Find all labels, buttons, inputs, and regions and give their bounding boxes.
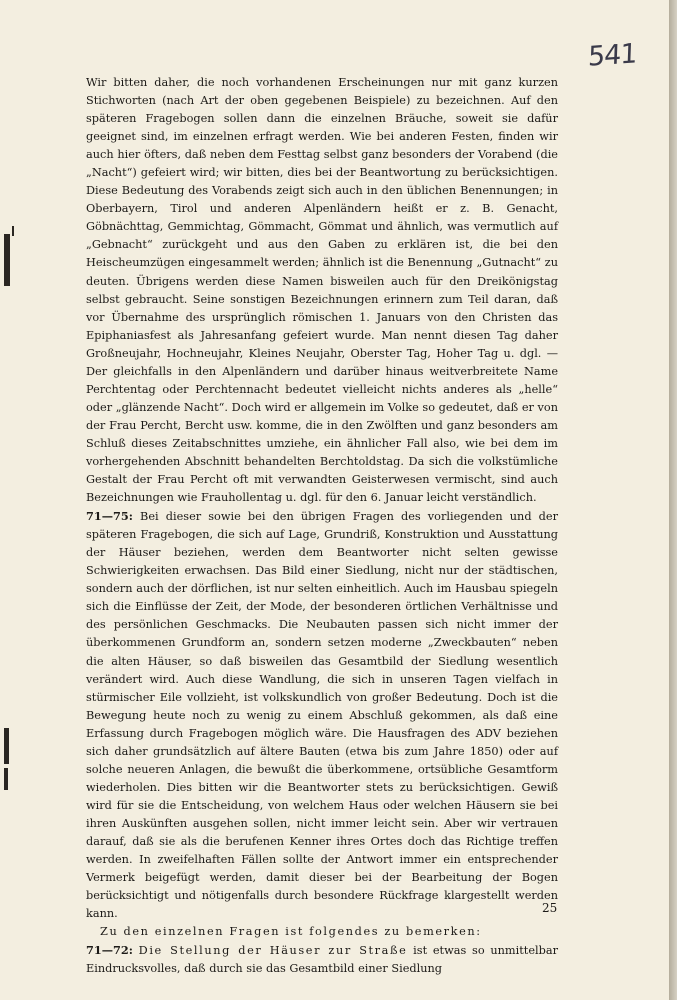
paragraph-street-position [86,941,558,978]
handwritten-annotation: 541 [587,38,638,73]
paragraph-house-questions [86,507,558,923]
body-text [86,74,558,978]
spaced-phrase: Die Stellung der Häuser zur Straße [138,944,408,958]
binding-mark [12,226,14,236]
binding-mark [4,728,9,764]
paragraph-text: ist etwas so unmittelbar Eindrucksvolles, daß durch sie das Gesamtbild einer Siedlung [86,944,558,976]
page-edge-shadow [669,0,677,1000]
paragraph-epiphany [86,74,558,507]
section-number: 71—75: [86,509,133,524]
binding-mark [4,768,8,790]
page-number: 25 [542,901,558,915]
paragraph-text: Wir bitten daher, die noch vorhandenen Erscheinungen nur mit ganz kurzen Stichworten (nach Art der oben gegebenen Beispiele) zu bezeichnen. Auf den späteren Fragebogen sollen dann die einzelnen Bräuche, soweit sie dafür geeignet sind, im einzelnen erfragt werden. Wie bei anderen Festen, finden wir auch hier öfters, daß neben dem Festtag selbst ganz besonders der Vorabend (die „Nacht“) gefeiert wird; wir bitten, dies bei der Beantwortung zu berücksichtigen. Diese Bedeutung des Vorabends zeigt sich auch in den üblichen Benennungen; in Oberbayern, Tirol und anderen Alpenländern heißt er z. B. Genacht, Göbnächttag, Gemmichtag, Gömmacht, Gömmat und ähnlich, was vermutlich auf „Gebnacht“ zurückgeht und aus den Gaben zu erklären ist, die bei den Heischeumzügen eingesammelt werden; ähnlich ist die Benennung „Gutnacht“ zu deuten. Übrigens werden diese Namen bisweilen auch für den Dreikönigstag selbst gebraucht. Seine sonstigen Bezeichnungen erinnern zum Teil daran, daß vor Übernahme des ursprünglich römischen 1. Januars von den Christen das Epiphaniasfest als Jahresanfang gefeiert wurde. Man nennt diesen Tag daher Großneujahr, Hochneujahr, Kleines Neujahr, Oberster Tag, Hoher Tag u. dgl. — Der gleichfalls in den Alpenländern und darüber hinaus weitverbreitete Name Perchtentag oder Perchtennacht bedeutet vielleicht nichts anderes als „helle“ oder „glänzende Nacht“. Doch wird er allgemein im Volke so gedeutet, daß er von der Frau Percht, Bercht usw. komme, die in den Zwölften und ganz besonders am Schluß dieses Zeitabschnittes umziehe, ein ähnlicher Fall also, wie bei dem im vorhergehenden Abschnitt behandelten Berchtoldstag. Da sich die volkstümliche Gestalt der Frau Percht oft mit verwandten Geisterwesen vermischt, sind auch Bezeichnungen wie Frauhollentag u. dgl. für den 6. Januar leicht verständlich. [86,76,558,505]
paragraph-intro-remarks [86,923,558,941]
paragraph-text: Zu den einzelnen Fragen ist folgendes zu bemerken: [100,925,482,939]
paragraph-text: Bei dieser sowie bei den übrigen Fragen des vorliegenden und der späteren Fragebogen, die sich auf Lage, Grundriß, Konstruktion und Ausstattung der Häuser beziehen, werden dem Beantworter nicht selten gewisse Schwierigkeiten erwachsen. Das Bild einer Siedlung, nicht nur der städtischen, sondern auch der dörflichen, ist nur selten einheitlich. Auch im Hausbau spiegeln sich die Einflüsse der Zeit, der Mode, der besonderen örtlichen Verhältnisse und des persönlichen Geschmacks. Die Neubauten passen sich nicht immer der überkommenen Grundform an, sondern setzen moderne „Zweckbauten“ neben die alten Häuser, so daß bisweilen das Gesamtbild der Siedlung wesentlich verändert wird. Auch diese Wandlung, die sich in unseren Tagen vielfach in stürmischer Eile vollzieht, ist volkskundlich von großer Bedeutung. Doch ist die Bewegung heute noch zu wenig zu einem Abschluß gekommen, als daß eine Erfassung durch Fragebogen möglich wäre. Die Hausfragen des ADV beziehen sich daher grundsätzlich auf ältere Bauten (etwa bis zum Jahre 1850) oder auf solche neueren Anlagen, die bewußt die überkommene, ortsübliche Gesamtform wiederholen. Dies bitten wir die Beantworter stets zu berücksichtigen. Gewiß wird für sie die Entscheidung, von welchem Haus oder welchen Häusern sie bei ihren Auskünften ausgehen sollen, nicht immer leicht sein. Aber wir vertrauen darauf, daß sie als die berufenen Kenner ihres Ortes doch das Richtige treffen werden. In zweifelhaften Fällen sollte der Antwort immer ein entsprechender Vermerk beigefügt werden, damit dieser bei der Bearbeitung der Bogen berücksichtigt und nötigenfalls durch besondere Rückfrage klargestellt werden kann. [86,510,558,921]
binding-mark [4,234,10,286]
section-number: 71—72: [86,943,133,958]
